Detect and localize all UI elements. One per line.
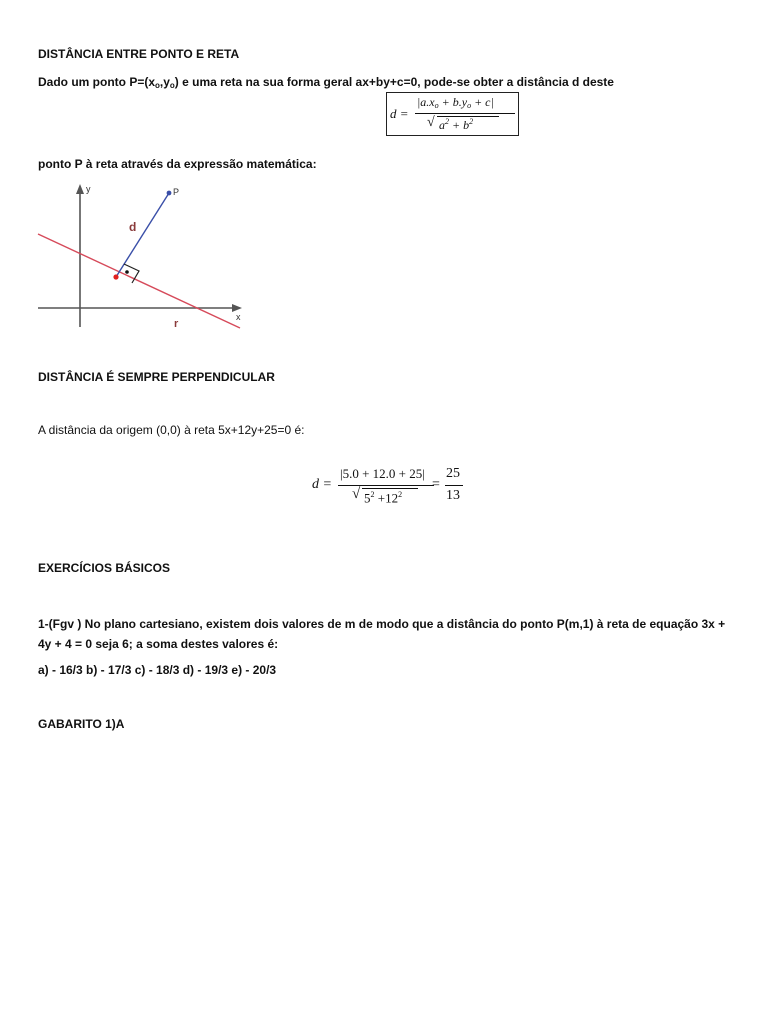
numerator-a: |a.x xyxy=(417,95,435,109)
line-r-label: r xyxy=(174,318,179,330)
example-lhs: d = xyxy=(312,477,332,492)
formula-sqrt-sign: √ xyxy=(427,115,435,130)
foot-point xyxy=(113,274,118,279)
formula-lhs: d = xyxy=(390,106,409,121)
example-result-num: 25 xyxy=(446,466,460,481)
example-result-bar xyxy=(445,485,463,486)
intro-line2: ponto P à reta através da expressão matemática: xyxy=(38,157,317,171)
exercise-1 xyxy=(38,614,728,654)
example-den-exp1: 2 xyxy=(370,490,375,499)
point-p xyxy=(167,191,172,196)
intro-part1: Dado um ponto P=(x xyxy=(38,75,155,89)
example-den-exp2: 2 xyxy=(398,490,403,499)
exercise-number: 1-(Fgv ) xyxy=(38,617,82,631)
y-axis-arrow xyxy=(76,184,84,194)
x-axis-label: x xyxy=(236,312,241,322)
numerator-sub1: o xyxy=(434,101,439,110)
example-den-a: 5 xyxy=(364,490,371,506)
intro-part3: ) e uma reta na sua forma geral ax+by+c=0, pode-se obter a distância d deste xyxy=(174,75,614,89)
example-denominator xyxy=(364,490,402,506)
numerator-b: + b.y xyxy=(438,95,468,109)
example-equals: = xyxy=(432,477,440,492)
intro-sub1: o xyxy=(155,81,160,90)
example-den-plus: +12 xyxy=(374,490,399,506)
den-plus: + xyxy=(449,118,464,132)
intro-part2: ,y xyxy=(159,75,170,89)
example-sqrt-sign: √ xyxy=(352,486,361,502)
distance-diagram xyxy=(36,182,248,332)
example-text: A distância da origem (0,0) à reta 5x+12y+25=0 é: xyxy=(38,423,305,437)
den-a: a xyxy=(439,118,445,132)
den-exp2: 2 xyxy=(469,117,474,126)
intro-sub2: o xyxy=(169,81,175,90)
distance-label: d xyxy=(129,220,137,234)
formula-fraction-bar xyxy=(415,113,515,114)
numerator-c: + c| xyxy=(471,95,494,109)
line-r xyxy=(38,234,240,328)
distance-formula-box xyxy=(386,92,519,136)
formula-denominator xyxy=(439,117,473,133)
exercise-options: a) - 16/3 b) - 17/3 c) - 18/3 d) - 19/3 e) - 20/3 xyxy=(38,663,277,677)
formula-numerator xyxy=(417,95,494,110)
numerator-sub2: o xyxy=(467,101,472,110)
exercise-text: No plano cartesiano, existem dois valores de m de modo que a distância do ponto P(m,1) à reta de equação 3x + 4y + 4 = 0 seja 6; a soma destes valores é: xyxy=(38,617,726,651)
y-axis-label: y xyxy=(86,184,91,194)
section-perpendicular-title: DISTÂNCIA É SEMPRE PERPENDICULAR xyxy=(38,370,275,384)
answer-key: GABARITO 1)A xyxy=(38,717,125,731)
den-b: b xyxy=(463,118,470,132)
section-exercises-title: EXERCÍCIOS BÁSICOS xyxy=(38,561,171,575)
page-title: DISTÂNCIA ENTRE PONTO E RETA xyxy=(38,47,240,61)
example-numerator: |5.0 + 12.0 + 25| xyxy=(340,466,425,481)
x-axis-arrow xyxy=(232,304,242,312)
example-formula xyxy=(312,464,472,512)
right-angle-dot xyxy=(125,270,129,274)
point-p-label: P xyxy=(173,187,180,197)
example-sqrt-bar xyxy=(362,488,418,489)
den-exp: 2 xyxy=(445,117,449,126)
intro-paragraph xyxy=(38,74,614,94)
example-result-den: 13 xyxy=(446,488,460,503)
